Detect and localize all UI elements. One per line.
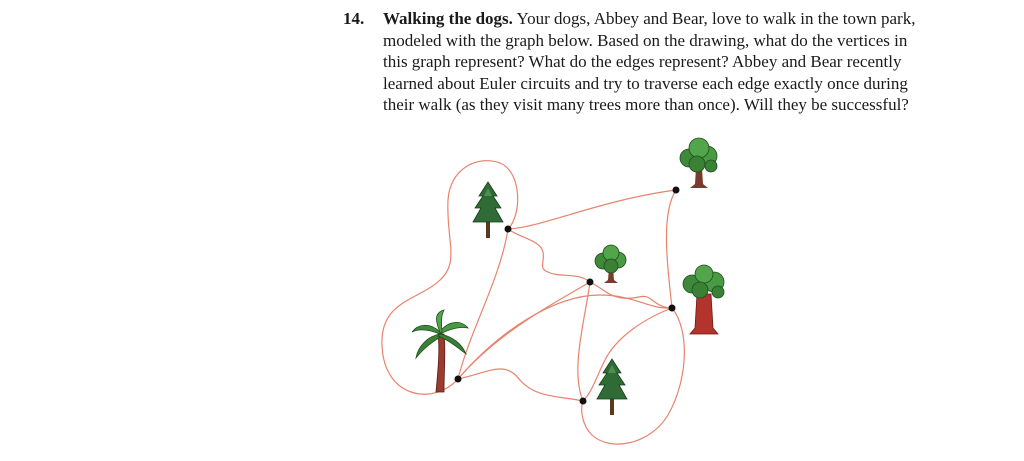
problem-line-5: their walk (as they visit many trees more than once). Will they be successful? — [383, 95, 909, 114]
problem-line-2: modeled with the graph below. Based on the drawing, what do the vertices in — [383, 30, 908, 50]
edge-palm-to-red-oak — [458, 295, 672, 379]
pine-tree-icon — [473, 182, 503, 238]
vertex-oak-top-right — [673, 187, 680, 194]
problem-number: 14. — [343, 9, 365, 28]
problem-title: Walking the dogs. — [383, 9, 513, 28]
vertex-center — [587, 279, 594, 286]
edge-pine-to-center — [508, 229, 590, 282]
vertex-palm — [455, 376, 462, 383]
edge-red-oak-to-pine-bottom — [583, 308, 672, 401]
edge-center-to-palm — [458, 282, 590, 379]
edge-pine-to-oak-top — [508, 190, 676, 229]
problem-line-4: learned about Euler circuits and try to traverse each edge exactly once during — [383, 73, 908, 93]
edge-palm-to-pine-bottom — [458, 369, 583, 401]
red-oak-tree-icon — [683, 265, 724, 334]
problem-line-3: this graph represent? What do the edges represent? Abbey and Bear recently — [383, 52, 902, 71]
vertex-red-oak — [669, 305, 676, 312]
vertex-pine-top-left — [505, 226, 512, 233]
problem-line-1-text: Your dogs, Abbey and Bear, love to walk in the town park, — [512, 9, 916, 28]
edge-pine-to-palm-direct — [458, 229, 508, 379]
oak-tree-icon — [680, 138, 717, 188]
edge-center-to-pine-bottom — [578, 282, 590, 401]
edge-loop-top-left — [382, 161, 518, 394]
oak-tree-icon — [595, 245, 626, 283]
graph-edges — [382, 161, 684, 444]
edge-oak-top-to-red-oak — [666, 190, 676, 308]
vertex-pine-bottom — [580, 398, 587, 405]
